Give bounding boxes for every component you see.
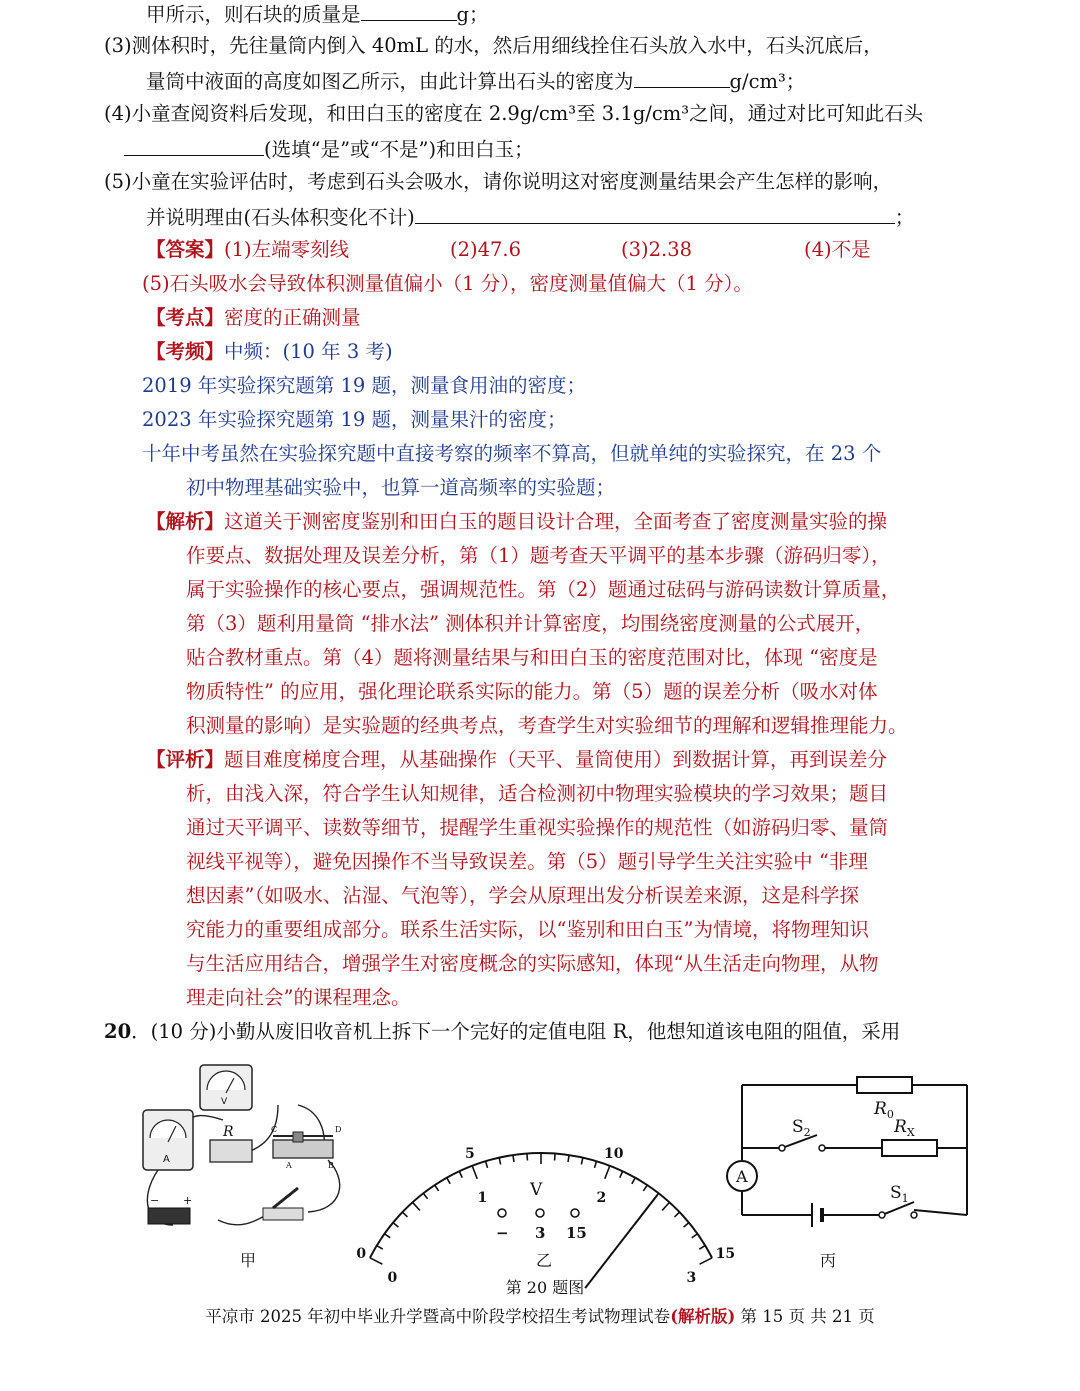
dial-tick (581, 1158, 583, 1165)
q5-line1: (5)小童在实验评估时，考虑到石头会吸水，请你说明这对密度测量结果会产生怎样的影响， (104, 170, 893, 193)
dial-arc (370, 1153, 712, 1258)
kaodian-line (146, 305, 361, 331)
dial-tick (370, 1258, 382, 1264)
dial-tick (684, 1223, 689, 1227)
pingxi-l5: 想因素”（如吸水、沾湿、气泡等），学会从原理出发分析误差来源，这是科学探 (186, 884, 859, 907)
answer-line (146, 237, 349, 263)
switch-s1-icon (879, 1212, 917, 1218)
pingxi-l2: 析，由浅入深，符合学生认知规律，适合检测初中物理实验模块的学习效果；题目 (186, 782, 889, 805)
q4-line1: (4)小童查阅资料后发现，和田白玉的密度在 2.9g/cm³至 3.1g/cm³之间，通过对比可知此石头 (104, 102, 924, 125)
jiexi-l4: 第（3）题利用量筒 “排水法” 测体积并计算密度，均围绕密度测量的公式展开， (186, 612, 875, 635)
q4-line2 (124, 135, 534, 163)
q20-text: ．(10 分)小勤从废旧收音机上拆下一个完好的定值电阻 R，他想知道该电阻的阻值，采用 (131, 1020, 901, 1043)
caption-bing: 丙 (820, 1251, 837, 1270)
q2-line (146, 0, 489, 28)
dial-tick (700, 1258, 712, 1264)
dial-tick (675, 1212, 680, 1217)
caption-jia: 甲 (240, 1251, 257, 1270)
dial-tick (632, 1178, 635, 1184)
answer-5: (5)石头吸水会导致体积测量值偏小（1 分），密度测量值偏大（1 分）。 (142, 272, 753, 295)
dial-tick (393, 1223, 398, 1227)
dial-tick (568, 1155, 569, 1162)
answer-blank (634, 67, 730, 88)
footer-highlight: (解析版) (670, 1307, 736, 1326)
dial-tick (435, 1185, 439, 1191)
kaopin-l3: 十年中考虽然在实验探究题中直接考察的频率不算高，但就单纯的实验探究，在 23 个 (142, 442, 882, 465)
dial-tick (555, 1154, 556, 1161)
dial-tick (605, 1166, 610, 1179)
jiexi-l2: 作要点、数据处理及误差分析，第（1）题考查天平调平的基本步骤（游码归零）， (186, 544, 891, 567)
dial-tick (459, 1171, 462, 1177)
jiexi-l3: 属于实验操作的核心要点，强调规范性。第（2）题通过砝码与游码读数计算质量， (186, 578, 901, 601)
kaopin-l4: 初中物理基础实验中，也算一道高频率的实验题； (186, 476, 616, 499)
figure-bing (722, 1070, 982, 1230)
pingxi-l6: 究能力的重要组成部分。联系生活实际，以“鉴别和田白玉”为情境，将物理知识 (186, 918, 869, 941)
jiexi-l6: 物质特性” 的应用，强化理论联系实际的能力。第（5）题的误差分析（吸水对体 (186, 680, 878, 703)
answer-2: (2)47.6 (450, 238, 522, 261)
kaopin-line (146, 339, 393, 365)
dial-tick (447, 1178, 450, 1184)
dial-tick (662, 1202, 669, 1210)
resistor-r0-icon (857, 1077, 912, 1093)
jiexi-text: 这道关于测密度鉴别和田白玉的题目设计合理，全面考查了密度测量实验的操 (224, 510, 888, 533)
q3-unit: g/cm³； (729, 70, 806, 93)
q5-end: ； (894, 206, 915, 229)
figure-jia (128, 1060, 356, 1240)
q2-text: 甲所示，则石块的质量是 (146, 3, 361, 26)
answer-blank (124, 135, 264, 156)
terminal-c: C (271, 1125, 278, 1134)
figure-yi (356, 1095, 736, 1286)
dial-tick (594, 1161, 596, 1168)
lower-tick-0: 0 (387, 1269, 398, 1286)
q3-text: 量筒中液面的高度如图乙所示，由此计算出石头的密度为 (146, 70, 634, 93)
terminal-minus: − (496, 1224, 509, 1242)
dial-tick (423, 1193, 427, 1199)
dial-tick (472, 1166, 477, 1179)
pingxi-tag: 【评析】 (146, 748, 225, 771)
terminal-15: 15 (566, 1224, 587, 1242)
pingxi-l4: 视线平视等），避免因操作不当导致误差。第（5）题引导学生关注实验中 “非理 (186, 850, 868, 873)
terminal-markers (496, 1209, 587, 1242)
q2-unit: g； (456, 3, 489, 26)
unit-label: V (530, 1180, 543, 1200)
dial-tick (486, 1161, 488, 1168)
ammeter-label: A (736, 1167, 748, 1186)
terminal-d: D (335, 1125, 342, 1134)
caption-yi: 乙 (536, 1251, 553, 1270)
kaodian-text: 密度的正确测量 (224, 306, 361, 329)
upper-tick-15: 15 (715, 1246, 736, 1263)
dial-tick (643, 1185, 647, 1191)
battery-icon (812, 1203, 822, 1227)
pingxi-text: 题目难度梯度合理，从基础操作（天平、量筒使用）到数据计算，再到误差分 (224, 748, 888, 771)
jiexi-l5: 贴合教材重点。第（4）题将测量结果与和田白玉的密度范围对比，体现 “密度是 (186, 646, 878, 669)
dial-tick (513, 1155, 514, 1162)
resistor-label: R (223, 1124, 234, 1140)
r0-label: $R_0$ (874, 1099, 894, 1121)
rx-label: $R_X$ (894, 1117, 915, 1139)
lower-tick-2: 2 (596, 1190, 607, 1207)
answer-4: (4)不是 (804, 238, 871, 261)
terminal-b: B (328, 1161, 334, 1170)
dial-tick (692, 1234, 698, 1238)
kaopin-text: 中频：(10 年 3 考) (224, 340, 393, 363)
s1-label: $S_1$ (890, 1183, 909, 1205)
kaodian-tag: 【考点】 (146, 306, 225, 329)
footer-title: 平凉市 2025 年初中毕业升学暨高中阶段学校招生考试物理试卷 (205, 1307, 671, 1326)
footer-page: 第 15 页 共 21 页 (735, 1307, 875, 1326)
s2-label: $S_2$ (792, 1117, 811, 1139)
q5-text: 并说明理由(石头体积变化不计) (146, 206, 415, 229)
lower-tick-3: 3 (686, 1269, 697, 1286)
figure-caption: 第 20 题图 (505, 1278, 585, 1297)
q20-line (104, 1019, 900, 1045)
upper-tick-10: 10 (603, 1146, 624, 1163)
q4-text: (选填“是”或“不是”)和田白玉； (264, 138, 534, 161)
answer-blank (415, 203, 895, 224)
terminal-a: A (286, 1161, 292, 1170)
dial-tick (620, 1171, 623, 1177)
ammeter-icon (727, 1161, 757, 1191)
ammeter-label: A (163, 1154, 170, 1165)
battery-minus: − (150, 1194, 160, 1207)
upper-tick-5: 5 (465, 1146, 475, 1163)
q5-line2 (146, 203, 914, 231)
pingxi-l1 (146, 747, 887, 773)
dial-tick (384, 1234, 390, 1238)
jiexi-l1 (146, 509, 887, 535)
answer-3: (3)2.38 (621, 238, 693, 261)
dial-tick (499, 1158, 501, 1165)
lower-tick-1: 1 (477, 1190, 488, 1207)
dial-tick (402, 1212, 407, 1217)
rheostat-icon (271, 1125, 341, 1170)
terminal-3: 3 (535, 1224, 546, 1242)
q3-line2 (146, 67, 805, 95)
dial-tick (527, 1154, 528, 1161)
jiexi-l7: 积测量的影响）是实验题的经典考点，考查学生对实验细节的理解和逻辑推理能力。 (186, 714, 908, 737)
voltmeter-label: V (221, 1097, 228, 1107)
switch-icon (263, 1188, 303, 1220)
upper-tick-0: 0 (356, 1246, 367, 1263)
answer-1: (1)左端零刻线 (224, 238, 350, 261)
answer-tag: 【答案】 (146, 238, 225, 261)
kaopin-l2: 2023 年实验探究题第 19 题，测量果汁的密度； (142, 408, 567, 431)
dial-tick (413, 1202, 420, 1210)
resistor-rx-icon (882, 1140, 937, 1156)
battery-plus: + (183, 1194, 193, 1207)
pingxi-l8: 理走向社会”的课程理念。 (186, 986, 411, 1009)
dial-tick (377, 1246, 383, 1250)
answer-blank (361, 0, 457, 21)
resistor-icon (210, 1124, 252, 1162)
pingxi-l3: 通过天平调平、读数等细节，提醒学生重视实验操作的规范性（如游码归零、量筒 (186, 816, 889, 839)
voltmeter-icon (200, 1065, 252, 1110)
dial-tick (699, 1246, 705, 1250)
jiexi-tag: 【解析】 (146, 510, 225, 533)
pingxi-l7: 与生活应用结合，增强学生对密度概念的实际感知，体现“从生活走向物理，从物 (186, 952, 879, 975)
page-footer (0, 1303, 1080, 1327)
q20-number: 20 (104, 1020, 132, 1043)
kaopin-l1: 2019 年实验探究题第 19 题，测量食用油的密度； (142, 374, 587, 397)
q3-line1: (3)测体积时，先往量筒内倒入 40mL 的水，然后用细线拴住石头放入水中，石头沉底后， (104, 34, 883, 57)
battery-icon (148, 1194, 192, 1224)
ammeter-icon (143, 1110, 193, 1170)
kaopin-tag: 【考频】 (146, 340, 225, 363)
